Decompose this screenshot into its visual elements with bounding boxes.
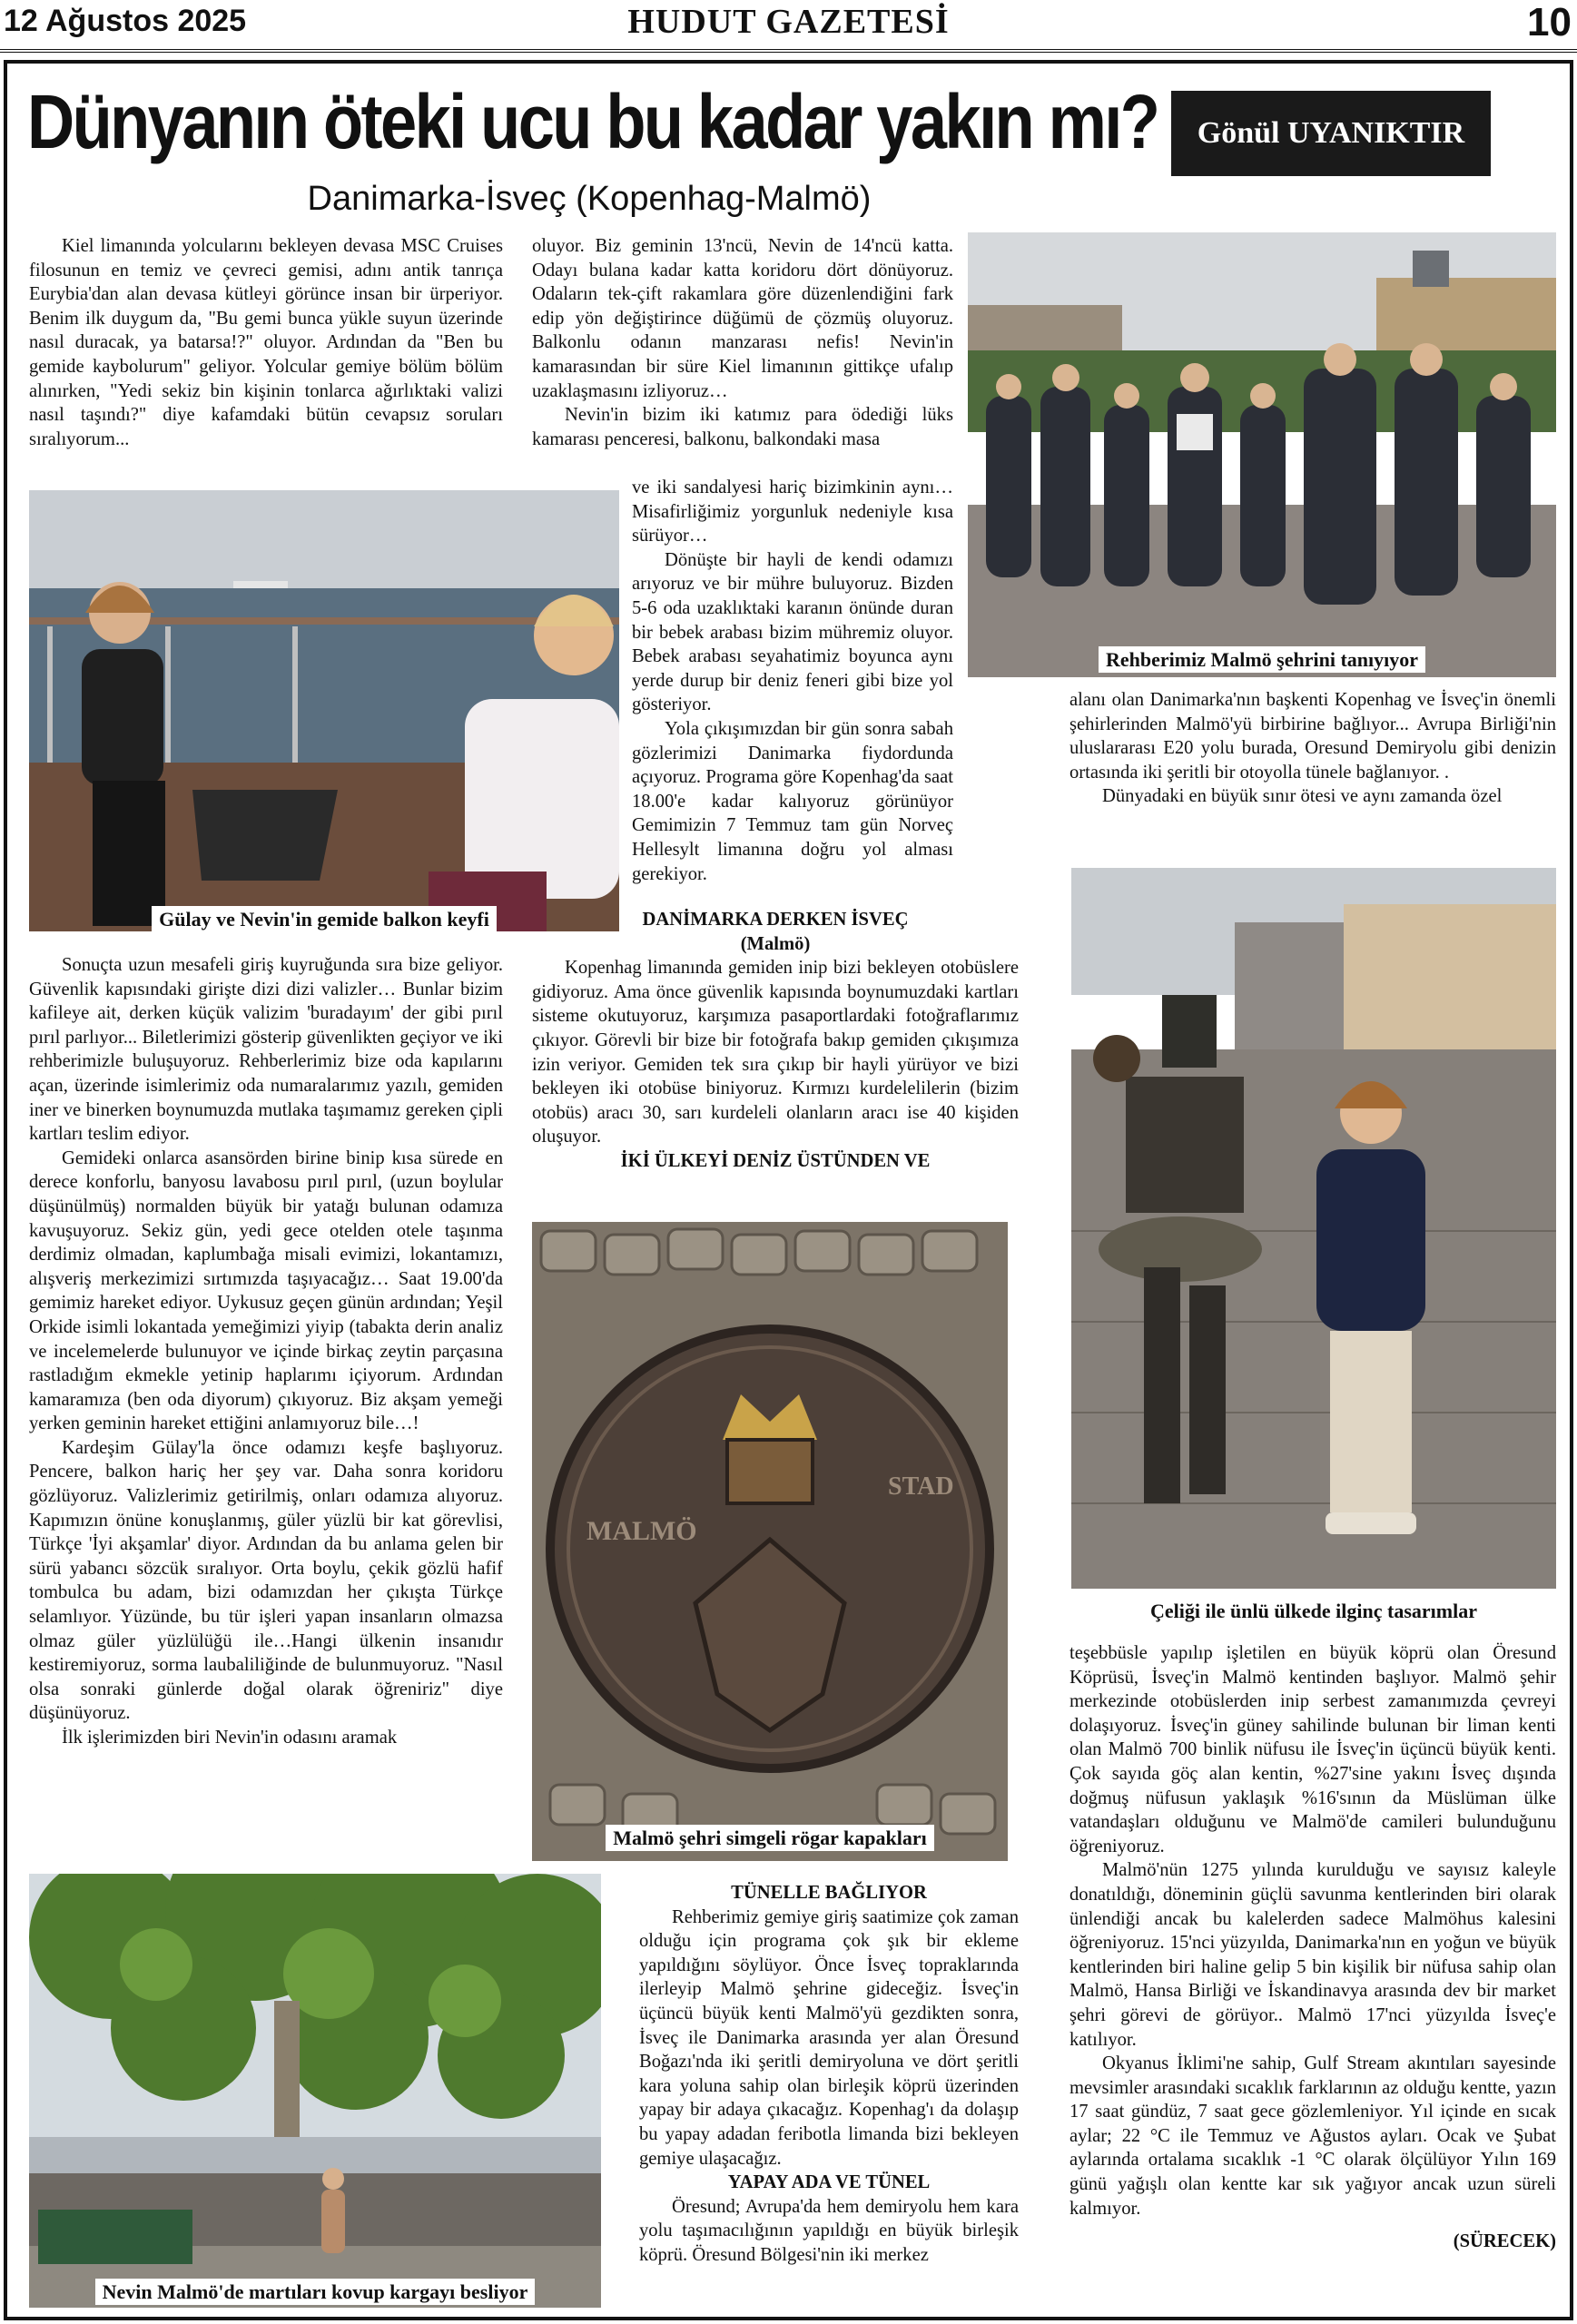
author-box: Gönül UYANIKTIR: [1171, 91, 1491, 176]
headline: Dünyanın öteki ucu bu kadar yakın mı?: [27, 79, 1158, 164]
paragraph: ve iki sandalyesi hariç bizimkinin aynı… Misafirliğimiz yorgunluk nedeniyle kısa sürüyor…: [632, 478, 953, 547]
section-heading: YAPAY ADA VE TÜNEL: [727, 2172, 931, 2193]
section-subheading: (Malmö): [740, 933, 811, 954]
col2-text-e: [639, 1881, 1019, 2268]
paragraph: Sonuçta uzun mesafeli giriş kuyruğunda sıra bize geliyor. Güvenlik kapısındaki girişte dizi dizi valizler… Bunlar bizim kafileye ait, derken küçük valizim 'buradayım' der gibi pırıl pırıl parlıyor... Biletlerimizi gösterip güvenlikten geçiyor ve iki rehberimizle buluşuyoruz. Rehberlerimiz bize oda kapılarını açan, üzerinde isimlerimiz oda numaralarımız yazılı, gemiden iner ve binerken boynumuzda mutlaka taşımamız gereken çipli kartları teslim ediyor.: [29, 955, 503, 1145]
section-heading: TÜNELLE BAĞLIYOR: [731, 1883, 927, 1903]
newspaper-name: HUDUT GAZETESİ: [627, 3, 950, 41]
masthead: [0, 0, 1577, 53]
paragraph: Nevin'in bizim iki katımız para ödediği lüks kamarası penceresi, balkonu, balkondaki masa: [532, 405, 953, 449]
paragraph: teşebbüsle yapılıp işletilen en büyük köprü olan Öresund Köprüsü, İsveç'in Malmö kentinden başlıyor. Malmö şehir merkezinde otobüslerden inip serbest zamanımızda çevreyi dolaşıyoruz. İsveç'in güney sahilinde bulunan bir liman kenti olan Malmö 700 binlik nüfusu ile İsveç'in üçüncü büyük kenti. Çok sayıda göç alan kentin, %27'sine yakını İsveç dışında doğmuş nüfusun yaklaşık %16'sının da Müslüman ülke vatandaşları olduğunu ve Malmö'de camileri bulunduğunu öğreniyoruz.: [1069, 1643, 1556, 1856]
section-heading: İKİ ÜLKEYİ DENİZ ÜSTÜNDEN VE: [620, 1150, 931, 1171]
paragraph: Kopenhag limanında gemiden inip bizi bekleyen otobüslere gidiyoruz. Ama önce güvenlik kapısında boynumuzdaki kartları sisteme okutuyoruz, karşımıza pasaportlardaki fotoğraflarımız çıkıyor. Görevli bir bize bir fotoğrafa bakıp gemiden çıkışımıza izin veriyor. Gemiden tek sıra çıkıp bir hayli yürüyor ve bizi bekleyen iki otobüse biniyoruz. Kırmızı kurdelelilerin (bizim otobüs) aracı 30, sarı kurdeleli olanların aracı ise 40 kişiden oluşuyor.: [532, 958, 1019, 1147]
col2-text-c: [632, 476, 953, 886]
paragraph: Dönüşte bir hayli de kendi odamızı arıyoruz ve bir mühre buluyoruz. Bizden 5-6 oda uzaklıktaki karanın önünde duran bir bebek arabası bizim mühremiz oluyor. Bebek arabası seyahatimiz boyunca aynı yerde durup bir deniz feneri gibi bize yol gösteriyor.: [632, 549, 953, 715]
balcony-photo: [29, 490, 619, 931]
page-number: 10: [1527, 0, 1572, 44]
paragraph: Öresund; Avrupa'da hem demiryolu hem kara yolu taşımacılığının yapıldığı en büyük birleşik köprü. Öresund Bölgesi'nin iki merkez: [639, 2196, 1019, 2265]
col1-top-text: [29, 234, 503, 451]
paragraph: alanı olan Danimarka'nın başkenti Kopenhag ve İsveç'in önemli şehirlerinden Malmö'yü birbirine bağlıyor... Avrupa Birliği'nin uluslararası E20 yolu burada, Oresund Demiryolu gibi denizin ortasında iki şeritli bir otoyolla tünele bağlanıyor. .: [1069, 690, 1556, 783]
paragraph: Gemideki onlarca asansörden birine binip kısa sürede en derece konforlu, banyosu lavabosu pırıl pırıl, (uzun boylular düşünülmüş) normalden büyük bir yatağı bulunan odamıza kavuşuyoruz. Sekiz gün, yedi gece otelden otele taşınma derdimiz olmadan, kaplumbağa misali evimizi, lokantamızı, alışveriş merkezimizi sırtımızda taşıyacağız… Saat 19.00'da gemimiz hareket ediyor. Uykusuz geçen günün ardından; Yeşil Orkide isimli lokantada yemeğimizi yiyip (tabakta derin analiz ve incelemelerde bulunuyor ve içinde birkaç zeytin parçasına rastladığım ekmekle yetinip haplarımı içiyorum. Ardından kamaramıza (ben oda diyorum) çıkıyoruz. Biz akşam yemeği yerken geminin hareket ettiğini anlamıyoruz bile…!: [29, 1147, 503, 1434]
manhole-photo: [532, 1222, 1008, 1861]
guide-photo: [968, 232, 1556, 677]
col3-text-a: [1069, 688, 1556, 809]
col1-bottom-text: [29, 953, 503, 1750]
caption-manhole: Malmö şehri simgeli rögar kapakları: [532, 1827, 1008, 1850]
paragraph: Kiel limanında yolcularını bekleyen devasa MSC Cruises filosunun en temiz ve çevreci gemisi, adını antik tanrıça Eurybia'dan alan devasa kütleyi görünce insan bir ürperiyor. Benim ilk duygum da, "Bu gemi bunca yükle suyun üzerinde nasıl duracak, ya batarsa!?" oluyor. Ardından da "Ben bu gemide kaybolurum" geliyor. Yolcular gemiye bölüm bölüm alınırken, "Yedi sekiz bin kişinin tonlarca ağırlıktaki valizi nasıl taşındı?" diye kafamdaki bütün cevapsız soruları sıralıyorum...: [29, 236, 503, 449]
seagull-photo: [29, 1874, 601, 2308]
manhole-word-left: MALMÖ: [586, 1516, 697, 1546]
caption-seagull: Nevin Malmö'de martıları kovup kargayı besliyor: [29, 2280, 601, 2304]
continued-note: (SÜRECEK): [1453, 2231, 1556, 2252]
paragraph: Kardeşim Gülay'la önce odamızı keşfe başlıyoruz. Pencere, balkon hariç her şey var. Daha sonra koridoru gözlüyoruz. Valizlerimiz getirilmiş, onları odamıza alıyoruz. Kapımızın önüne konuşlanmış, güler yüzlü bir kat görevlisi, Türkçe 'İyi akşamlar' diyor. Ardından da bu anlama gelen bir sürü yabancı sözcük sıralıyor. Orta boylu, çekik gözlü hafif tombulca bu adam, bizi odamızdan her çıkışta Türkçe selamlıyor. Yüzünde, bu tür işleri yapan insanların olmazsa olmaz güler yüzlülüğü ile…Hangi ülkenin insanıdır kestiremiyoruz, sorma laubaliliğinde de bulunmuyoruz. "Nasıl olsa sonraki günlerde doğal olarak öğreniriz" diye düşünüyoruz.: [29, 1437, 503, 1724]
statue-photo: [1071, 868, 1556, 1589]
paragraph: Malmö'nün 1275 yılında kurulduğu ve sayısız kaleyle donatıldığı, döneminin güçlü savunma kentlerinden biri olarak ünlendiği ancak bu kalelerden sadece Malmöhus kalesini öğreniyoruz. 15'nci yüzyılda, Danimarka'nın en yoğun ve büyük kentlerinden biri haline gelip 5 bin kişilik bir nüfusa sahip olan Malmö, Hansa Birliği ve İskandinavya arasında dev bir market şehri görevi de görüyor.. Malmö 17'nci yüzyılda İsveç'e katılıyor.: [1069, 1860, 1556, 2050]
caption-guide: Rehberimiz Malmö şehrini tanıyıyor: [968, 648, 1556, 672]
caption-balcony: Gülay ve Nevin'in gemide balkon keyfi: [29, 908, 619, 931]
paragraph: İlk işlerimizden biri Nevin'in odasını aramak: [62, 1728, 398, 1748]
col3-text-b: [1069, 1641, 1556, 2254]
col2-text-a: [532, 234, 953, 451]
paragraph: Yola çıkışımızdan bir gün sonra sabah gözlerimizi Danimarka fiydordunda açıyoruz. Programa göre Kopenhag'da saat 18.00'e kadar kalıyoruz görünüyor Gemimizin 7 Temmuz tam gün Norveç Hellesylt limanına doğru yol alması gerekiyor.: [632, 718, 953, 884]
paragraph: Dünyadaki en büyük sınır ötesi ve aynı zamanda özel: [1102, 786, 1503, 807]
section-heading: DANİMARKA DERKEN İSVEÇ: [642, 910, 909, 930]
col2-text-d: [532, 908, 1019, 1174]
caption-statue: Çeliği ile ünlü ülkede ilginç tasarımlar: [1150, 1600, 1477, 1622]
paragraph: Rehberimiz gemiye giriş saatimize çok zaman olduğu için programa çok şık bir ekleme yapıldığını söylüyor. Önce İsveç topraklarında ilerleyip Malmö şehrine gideceğiz. İsveç'in üçüncü büyük kenti Malmö'yü gezdikten sonra, İsveç ile Danimarka arasında yer alan Öresund Boğazı'nda iki şeritli demiryoluna ve dört şeritli kara yoluna sahip olan birleşik köprü üzerinden yapay bir adaya çıkacağız. Kopenhag'ı da dolaşıp bu yapay adadan feribotla limanda bizi bekleyen gemiye ulaşacağız.: [639, 1906, 1019, 2169]
manhole-word-right: STAD: [888, 1472, 954, 1501]
issue-date: 12 Ağustos 2025: [4, 4, 247, 38]
paragraph: oluyor. Biz geminin 13'ncü, Nevin de 14'ncü katta. Odayı bulana kadar katta koridoru dört dönüyoruz. Odaların tek-çift rakamlara göre düzenlendiğini fark edip yön değiştirince düğümü de çözmüş oluyoruz. Balkonlu odanın manzarası nefis! Nevin'in kamarasından bir süre Kiel limanının gittikçe ufalıp uzaklaşmasını izliyoruz…: [532, 236, 953, 401]
subtitle: Danimarka-İsveç (Kopenhag-Malmö): [307, 180, 872, 218]
paragraph: Okyanus İklimi'ne sahip, Gulf Stream akıntıları sayesinde mevsimler arasındaki sıcaklık farklarının az olduğu kentte, yazın 17 saat gündüz, 7 saat gece gözlemleniyor. Yıl içinde en sıcak aylar; 22 °C ile Temmuz ve Ağustos ayları. Ocak ve Şubat aylarında ortalama sıcaklık -1 °C olarak ölçülüyor Yılın 169 günü yağışlı olan kentte kar sık yağıyor ancak uzun süreli kalmıyor.: [1069, 2053, 1556, 2219]
